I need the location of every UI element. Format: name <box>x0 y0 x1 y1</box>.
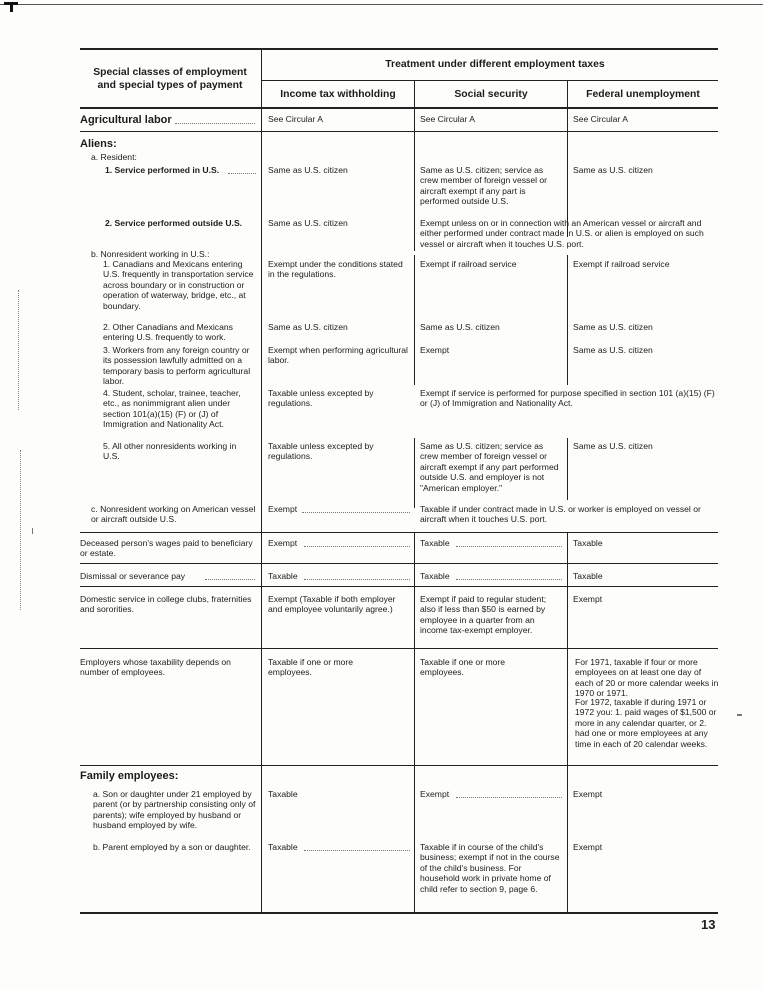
row-label-deceased: Deceased person's wages paid to beneficiary or estate. <box>80 538 253 559</box>
cell-agri-federal: See Circular A <box>573 114 628 124</box>
cell-c-income: Exempt <box>268 504 298 514</box>
cell-domestic-income: Exempt (Taxable if both employer and employee voluntarily agree.) <box>268 594 396 615</box>
header-left: Special classes of employment and special types of payment <box>93 67 247 91</box>
scan-noise <box>32 528 33 534</box>
cell-b5-social: Same as U.S. citizen; service as crew member of foreign vessel or aircraft exempt if any part performed outside U.S. and employer is not "American employer." <box>420 441 559 493</box>
cell-domestic-social: Exempt if paid to regular student; also if less than $50 is earned by employee in a quarter from an income tax-exempt employer. <box>420 594 547 636</box>
leader-dots <box>304 850 410 851</box>
row-label-a2: 2. Service performed outside U.S. <box>105 218 243 228</box>
cell-employers-federal-1972: For 1972, taxable if during 1971 or 1972 you: 1. paid wages of $1,500 or more in any calendar quarter, or 2. had one or more employees at any time in each of 20 calendar weeks. <box>575 697 717 749</box>
leader-dots <box>205 579 255 580</box>
header-federal-unemployment: Federal unemployment <box>586 89 700 100</box>
cell-fb-income: Taxable <box>268 842 298 852</box>
table-bottom-rule <box>80 912 718 914</box>
cell-employers-federal-1971: For 1971, taxable if four or more employees on at least one day of each of 20 or more calendar weeks in 1970 or 1971. <box>575 657 719 699</box>
section-family: Family employees: <box>80 770 179 782</box>
leader-dots <box>228 173 256 174</box>
header-income-tax: Income tax withholding <box>280 89 396 100</box>
header-treatment: Treatment under different employment taxes <box>385 59 605 70</box>
column-rule <box>414 255 415 385</box>
scan-top-edge <box>0 4 763 5</box>
cell-domestic-federal: Exempt <box>573 594 603 604</box>
cell-fa-social: Exempt <box>420 789 450 799</box>
cell-employers-social: Taxable if one or more employees. <box>420 657 506 678</box>
cell-a1-income: Same as U.S. citizen <box>268 165 348 175</box>
cell-a2-income: Same as U.S. citizen <box>268 218 348 228</box>
section-aliens: Aliens: <box>80 138 117 150</box>
cell-a1-federal: Same as U.S. citizen <box>573 165 653 175</box>
cell-b5-income: Taxable unless excepted by regulations. <box>268 441 374 462</box>
column-rule <box>414 438 415 508</box>
row-label-b3: 3. Workers from any foreign country or its possession lawfully admitted on a temporary basis to perform agricultural labor. <box>103 345 251 387</box>
column-rule <box>414 81 415 251</box>
row-label-a1: 1. Service performed in U.S. <box>105 165 220 175</box>
subheader-rule <box>262 80 718 81</box>
cell-a1-social: Same as U.S. citizen; service as crew member of foreign vessel or aircraft exempt if any part is performed outside U.S. <box>420 165 548 207</box>
column-rule <box>414 533 415 913</box>
leader-dots <box>456 797 562 798</box>
cell-dismissal-income: Taxable <box>268 571 298 581</box>
cell-deceased-income: Exempt <box>268 538 298 548</box>
cell-b3-income: Exempt when performing agricultural labor. <box>268 345 408 366</box>
row-label-family-b: b. Parent employed by a son or daughter. <box>93 842 251 852</box>
column-rule <box>567 533 568 913</box>
cell-dismissal-social: Taxable <box>420 571 450 581</box>
table-top-rule <box>80 48 718 50</box>
column-rule <box>567 255 568 385</box>
cell-agri-social: See Circular A <box>420 114 475 124</box>
row-label-resident: a. Resident: <box>91 152 137 162</box>
leader-dots <box>304 579 410 580</box>
cell-c-span: Taxable if under contract made in U.S. or worker is employed on vessel or aircraft when it touches U.S. port. <box>420 504 701 525</box>
page-number: 13 <box>701 917 716 932</box>
row-label-b1: 1. Canadians and Mexicans entering U.S. frequently in transportation service across boundary or in construction or operation of waterway, bridge, etc., at boundary. <box>103 259 254 311</box>
row-label-agricultural: Agricultural labor <box>80 114 172 126</box>
row-label-family-a: a. Son or daughter under 21 employed by parent (or by partnership consisting only of parents); wife employed by husband or husband employed by wife. <box>93 789 256 831</box>
header-bottom-rule <box>80 107 718 109</box>
cell-fb-social: Taxable if in course of the child's business; exempt if not in the course of the child's business. For household work in private home of child refer to section 9, page 6. <box>420 842 560 894</box>
row-rule <box>80 532 718 533</box>
row-rule <box>80 765 718 766</box>
scan-noise <box>18 290 19 410</box>
cell-employers-income: Taxable if one or more employees. <box>268 657 354 678</box>
row-label-b5: 5. All other nonresidents working in U.S. <box>103 441 237 462</box>
row-label-domestic: Domestic service in college clubs, fraternities and sororities. <box>80 594 252 615</box>
cell-b1-federal: Exempt if railroad service <box>573 259 670 269</box>
cell-b4-span: Exempt if service is performed for purpose specified in section 101 (a)(15) (F) or (J) of Immigration and Nationality Act. <box>420 388 715 409</box>
cell-dismissal-federal: Taxable <box>573 571 603 581</box>
leader-dots <box>175 123 255 124</box>
cell-b5-federal: Same as U.S. citizen <box>573 441 653 451</box>
cell-b2-income: Same as U.S. citizen <box>268 322 348 332</box>
row-rule <box>80 563 718 564</box>
cell-agri-income: See Circular A <box>268 114 323 124</box>
header-social-security: Social security <box>454 89 528 100</box>
cell-fb-federal: Exempt <box>573 842 603 852</box>
row-label-employers: Employers whose taxability depends on number of employees. <box>80 657 231 678</box>
cell-b4-income: Taxable unless excepted by regulations. <box>268 388 374 409</box>
cell-deceased-social: Taxable <box>420 538 450 548</box>
column-rule <box>261 49 262 913</box>
cell-fa-income: Taxable <box>268 789 298 799</box>
leader-dots <box>302 512 410 513</box>
row-label-b2: 2. Other Canadians and Mexicans entering U.S. frequently to work. <box>103 322 233 343</box>
cell-b3-federal: Same as U.S. citizen <box>573 345 653 355</box>
leader-dots <box>456 579 562 580</box>
cell-b2-federal: Same as U.S. citizen <box>573 322 653 332</box>
scan-noise <box>20 450 21 610</box>
cell-b2-social: Same as U.S. citizen <box>420 322 500 332</box>
column-rule <box>567 81 568 237</box>
cell-deceased-federal: Taxable <box>573 538 603 548</box>
scan-noise <box>737 714 742 716</box>
cell-b3-social: Exempt <box>420 345 450 355</box>
row-label-c: c. Nonresident working on American vessel or aircraft outside U.S. <box>91 504 256 525</box>
row-label-dismissal: Dismissal or severance pay <box>80 571 186 581</box>
row-label-nonresident: b. Nonresident working in U.S.: <box>91 249 210 259</box>
corner-mark <box>4 2 18 12</box>
cell-a2-span: Exempt unless on or in connection with an American vessel or aircraft and either performed under contract made in U.S. or alien is employed on such vessel or aircraft when it touches U.S. port. <box>420 218 704 249</box>
cell-b1-social: Exempt if railroad service <box>420 259 517 269</box>
leader-dots <box>456 546 562 547</box>
cell-fa-federal: Exempt <box>573 789 603 799</box>
column-rule <box>567 438 568 500</box>
row-rule <box>80 131 718 132</box>
row-rule <box>80 648 718 649</box>
cell-b1-income: Exempt under the conditions stated in the regulations. <box>268 259 403 280</box>
row-label-b4: 4. Student, scholar, trainee, teacher, etc., as nonimmigrant alien under section 101(a)(15) (F) or (J) of Immigration and Nationality Act. <box>103 388 241 430</box>
leader-dots <box>304 546 410 547</box>
row-rule <box>80 586 718 587</box>
